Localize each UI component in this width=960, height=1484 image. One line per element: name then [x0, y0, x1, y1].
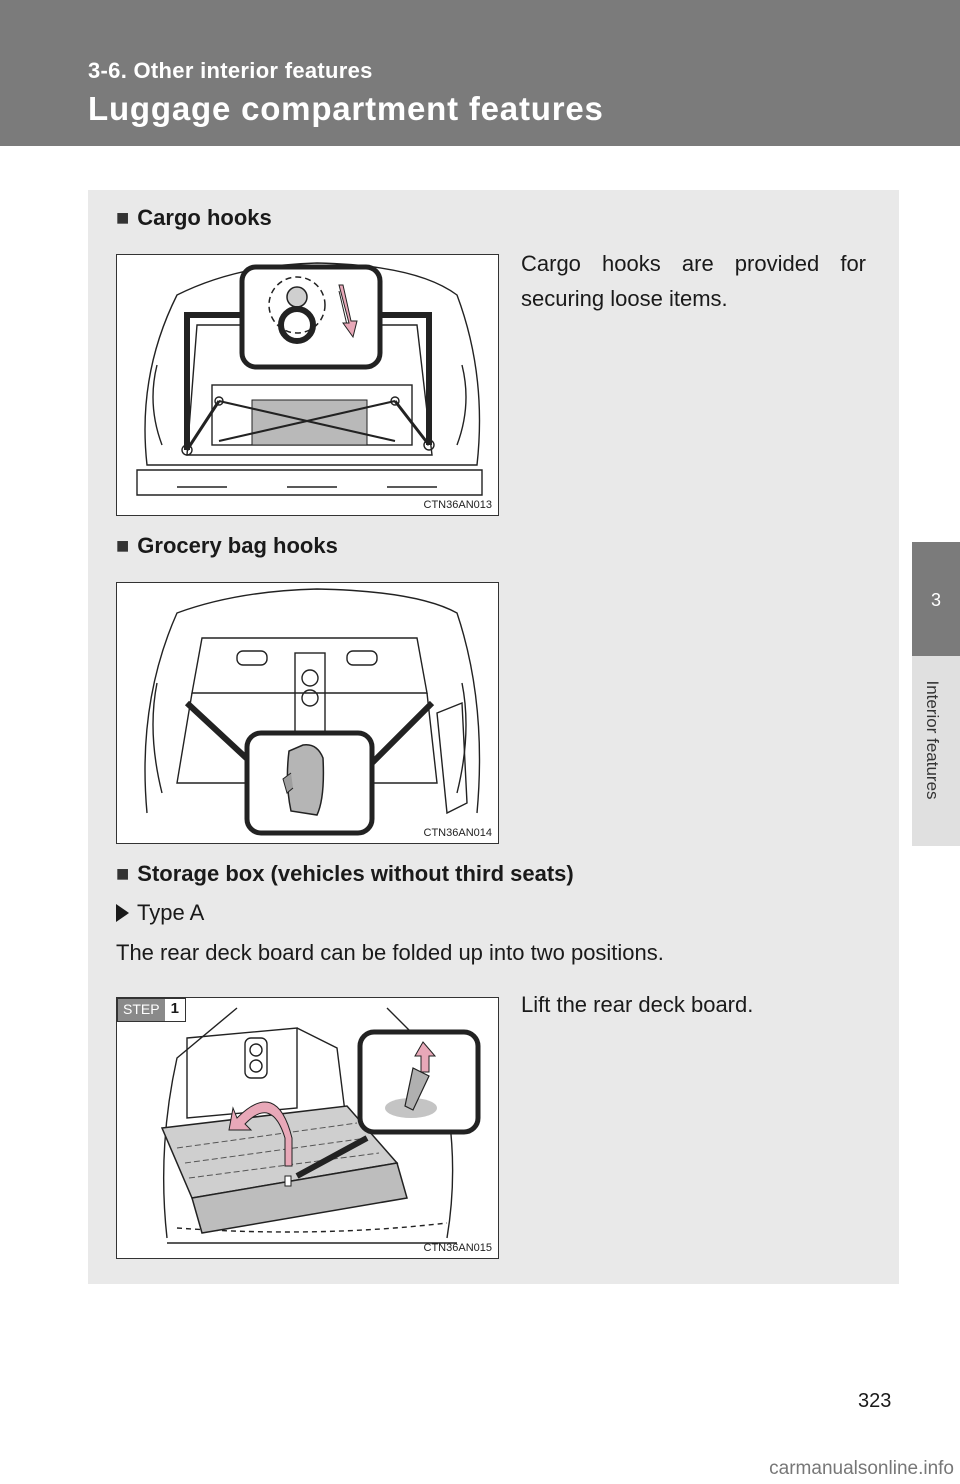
bullet-square: ■	[116, 533, 130, 558]
storage-box-illustration	[117, 998, 499, 1259]
page-title: Luggage compartment features	[88, 90, 604, 127]
cargo-hooks-illustration	[117, 255, 499, 516]
figure-code: CTN36AN015	[423, 1242, 492, 1254]
storage-box-figure	[116, 997, 499, 1259]
figure-code: CTN36AN014	[423, 827, 492, 839]
page-number: 323	[858, 1390, 892, 1412]
cargo-hooks-description: Cargo hooks are provided for securing loose items.	[521, 251, 866, 311]
type-label-text: Type A	[137, 900, 205, 925]
watermark: carmanualsonline.info	[769, 1458, 954, 1479]
section-label: 3-6. Other interior features	[88, 58, 373, 83]
step-1-text: Lift the rear deck board.	[521, 992, 754, 1017]
figure-code: CTN36AN013	[423, 499, 492, 511]
grocery-hooks-heading-text: Grocery bag hooks	[137, 533, 338, 558]
page-header	[0, 0, 960, 146]
step-word: STEP	[118, 999, 165, 1021]
type-label	[116, 900, 204, 926]
cargo-hooks-figure	[116, 254, 499, 516]
grocery-hooks-heading	[116, 533, 338, 559]
cargo-hooks-heading	[116, 205, 272, 231]
grocery-hooks-figure	[116, 582, 499, 844]
storage-box-heading	[116, 861, 574, 887]
bullet-square: ■	[116, 205, 130, 230]
triangle-icon	[116, 904, 129, 922]
bullet-square: ■	[116, 861, 130, 886]
chapter-tab	[912, 542, 960, 656]
chapter-label: Interior features	[923, 680, 942, 800]
storage-box-heading-text: Storage box (vehicles without third seats)	[137, 861, 574, 886]
storage-box-description: The rear deck board can be folded up into two positions.	[116, 940, 664, 965]
grocery-hooks-illustration	[117, 583, 499, 844]
cargo-hooks-heading-text: Cargo hooks	[137, 205, 272, 230]
chapter-number: 3	[930, 590, 941, 610]
step-number: 1	[170, 1000, 179, 1017]
